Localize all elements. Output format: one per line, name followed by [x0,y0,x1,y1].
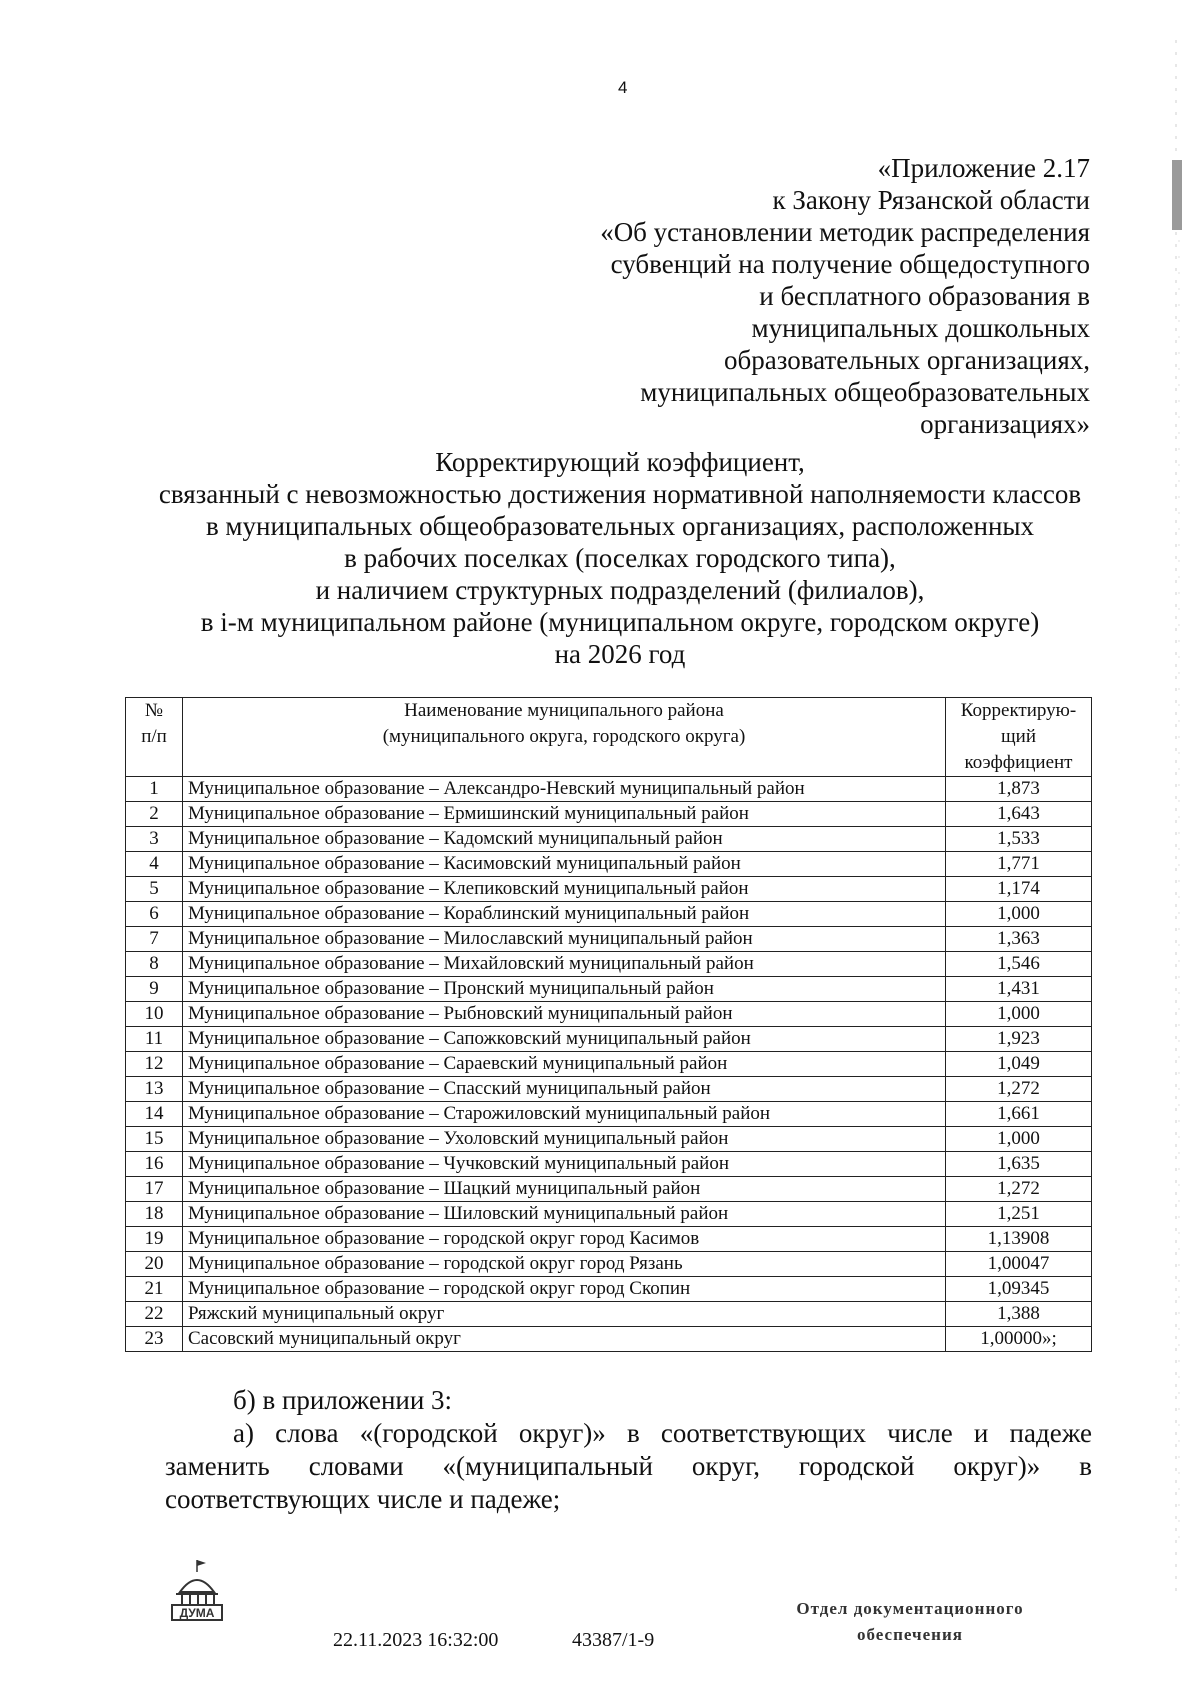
table-row [126,1002,1092,1027]
row-coefficient: 1,771 [946,852,1092,877]
appendix-line: к Закону Рязанской области [772,185,1090,215]
header-num [126,698,183,777]
row-number: 10 [126,1002,183,1027]
row-municipality: Муниципальное образование – Ермишинский муниципальный район [183,802,946,827]
row-municipality: Муниципальное образование – городской округ город Рязань [183,1252,946,1277]
row-municipality: Муниципальное образование – Сапожковский муниципальный район [183,1027,946,1052]
row-municipality: Муниципальное образование – Шиловский муниципальный район [183,1202,946,1227]
table-row [126,777,1092,802]
row-number: 7 [126,927,183,952]
row-number: 18 [126,1202,183,1227]
title-line: связанный с невозможностью достижения нормативной наполняемости классов [158,479,1082,509]
table-row [126,902,1092,927]
appendix-header [450,152,1090,440]
table-row [126,802,1092,827]
title-line: в рабочих поселках (поселках городского типа), [344,543,896,573]
table-row [126,877,1092,902]
row-coefficient: 1,251 [946,1202,1092,1227]
row-number: 23 [126,1327,183,1352]
row-number: 15 [126,1127,183,1152]
table-row [126,1227,1092,1252]
row-municipality: Муниципальное образование – городской округ город Скопин [183,1277,946,1302]
row-municipality: Муниципальное образование – Клепиковский муниципальный район [183,877,946,902]
row-coefficient: 1,272 [946,1077,1092,1102]
row-coefficient: 1,000 [946,1127,1092,1152]
table-row [126,1202,1092,1227]
table-row [126,827,1092,852]
title-line: на 2026 год [554,639,686,669]
row-coefficient: 1,431 [946,977,1092,1002]
row-coefficient: 1,000 [946,1002,1092,1027]
row-municipality: Муниципальное образование – Шацкий муниципальный район [183,1177,946,1202]
row-municipality: Муниципальное образование – Кораблинский муниципальный район [183,902,946,927]
header-num-line: п/п [141,726,167,747]
title-line: в муниципальных общеобразовательных организациях, расположенных [205,511,1035,541]
coefficient-table [125,697,1092,1352]
appendix-line: организациях» [920,409,1090,439]
row-municipality: Муниципальное образование – городской округ город Касимов [183,1227,946,1252]
table-row [126,1302,1092,1327]
row-coefficient: 1,174 [946,877,1092,902]
row-municipality: Муниципальное образование – Спасский муниципальный район [183,1077,946,1102]
table-row [126,977,1092,1002]
row-coefficient: 1,388 [946,1302,1092,1327]
table-row [126,1127,1092,1152]
row-number: 11 [126,1027,183,1052]
document-number: 43387/1-9 [572,1629,655,1651]
row-number: 4 [126,852,183,877]
svg-text:ДУМА: ДУМА [179,1606,215,1620]
appendix-line: муниципальных общеобразовательных [640,377,1090,407]
table-row [126,852,1092,877]
row-number: 20 [126,1252,183,1277]
table-row [126,1077,1092,1102]
row-coefficient: 1,000 [946,902,1092,927]
table-row [126,1152,1092,1177]
row-number: 17 [126,1177,183,1202]
row-number: 22 [126,1302,183,1327]
header-name [183,698,946,777]
row-coefficient: 1,643 [946,802,1092,827]
row-coefficient: 1,923 [946,1027,1092,1052]
header-name-line: Наименование муниципального района [404,700,724,721]
row-number: 5 [126,877,183,902]
row-coefficient: 1,546 [946,952,1092,977]
row-municipality: Муниципальное образование – Чучковский муниципальный район [183,1152,946,1177]
title-line: и наличием структурных подразделений (филиалов), [315,575,925,605]
header-value [946,698,1092,777]
row-number: 21 [126,1277,183,1302]
row-coefficient: 1,533 [946,827,1092,852]
header-num-line: № [144,700,164,721]
row-municipality: Муниципальное образование – Старожиловский муниципальный район [183,1102,946,1127]
row-municipality: Муниципальное образование – Ухоловский муниципальный район [183,1127,946,1152]
row-coefficient: 1,635 [946,1152,1092,1177]
item-a-line: заменить словами «(муниципальный округ, городской округ)» в [165,1451,1092,1481]
row-coefficient: 1,09345 [946,1277,1092,1302]
document-title [120,446,1120,670]
registration-timestamp: 22.11.2023 16:32:00 [333,1629,499,1651]
row-coefficient: 1,661 [946,1102,1092,1127]
row-municipality: Муниципальное образование – Пронский муниципальный район [183,977,946,1002]
row-number: 14 [126,1102,183,1127]
appendix-line: образовательных организациях, [724,345,1090,375]
row-municipality: Муниципальное образование – Александро-Невский муниципальный район [183,777,946,802]
row-number: 1 [126,777,183,802]
table-body [126,777,1092,1352]
table-row [126,952,1092,977]
appendix-line: субвенций на получение общедоступного [610,249,1090,279]
table-row [126,927,1092,952]
row-municipality: Муниципальное образование – Кадомский муниципальный район [183,827,946,852]
scan-edge-marks [1170,40,1184,1600]
table-header-row [126,698,1092,777]
amendment-text [165,1384,1092,1516]
item-b: б) в приложении 3: [233,1385,453,1415]
appendix-line: «Об установлении методик распределения [600,217,1090,247]
row-number: 3 [126,827,183,852]
title-line: Корректирующий коэффициент, [435,447,805,477]
row-coefficient: 1,00000»; [946,1327,1092,1352]
table-row [126,1277,1092,1302]
row-number: 8 [126,952,183,977]
item-a-line: а) слова «(городской округ)» в соответствующих числе и падеже [233,1418,1092,1448]
row-municipality: Ряжский муниципальный округ [183,1302,946,1327]
header-value-line: Корректирую- [960,700,1077,721]
row-coefficient: 1,00047 [946,1252,1092,1277]
row-number: 2 [126,802,183,827]
row-number: 16 [126,1152,183,1177]
appendix-line: и бесплатного образования в [759,281,1090,311]
table-row [126,1177,1092,1202]
row-coefficient: 1,873 [946,777,1092,802]
row-municipality: Муниципальное образование – Сараевский муниципальный район [183,1052,946,1077]
appendix-line: «Приложение 2.17 [877,153,1090,183]
table-row [126,1252,1092,1277]
row-coefficient: 1,049 [946,1052,1092,1077]
table-row [126,1327,1092,1352]
row-municipality: Муниципальное образование – Милославский муниципальный район [183,927,946,952]
duma-logo-icon [168,1558,226,1624]
row-municipality: Муниципальное образование – Михайловский муниципальный район [183,952,946,977]
header-value-line: щий [1001,726,1036,747]
row-coefficient: 1,13908 [946,1227,1092,1252]
page-number: 4 [618,78,628,97]
header-value-line: коэффициент [964,752,1073,773]
row-number: 13 [126,1077,183,1102]
row-number: 9 [126,977,183,1002]
department-line: обеспечения [857,1625,963,1644]
row-number: 12 [126,1052,183,1077]
appendix-line: муниципальных дошкольных [751,313,1090,343]
table-row [126,1052,1092,1077]
department-line: Отдел документационного [796,1599,1024,1618]
table-row [126,1027,1092,1052]
table-row [126,1102,1092,1127]
row-number: 19 [126,1227,183,1252]
title-line: в i-м муниципальном районе (муниципальном округе, городском округе) [200,607,1040,637]
row-coefficient: 1,363 [946,927,1092,952]
row-municipality: Муниципальное образование – Рыбновский муниципальный район [183,1002,946,1027]
row-number: 6 [126,902,183,927]
item-a-line: соответствующих числе и падеже; [165,1484,561,1514]
row-coefficient: 1,272 [946,1177,1092,1202]
row-municipality: Муниципальное образование – Касимовский муниципальный район [183,852,946,877]
row-municipality: Сасовский муниципальный округ [183,1327,946,1352]
department-stamp [750,1596,1070,1648]
header-name-line: (муниципального округа, городского округа) [382,726,746,747]
